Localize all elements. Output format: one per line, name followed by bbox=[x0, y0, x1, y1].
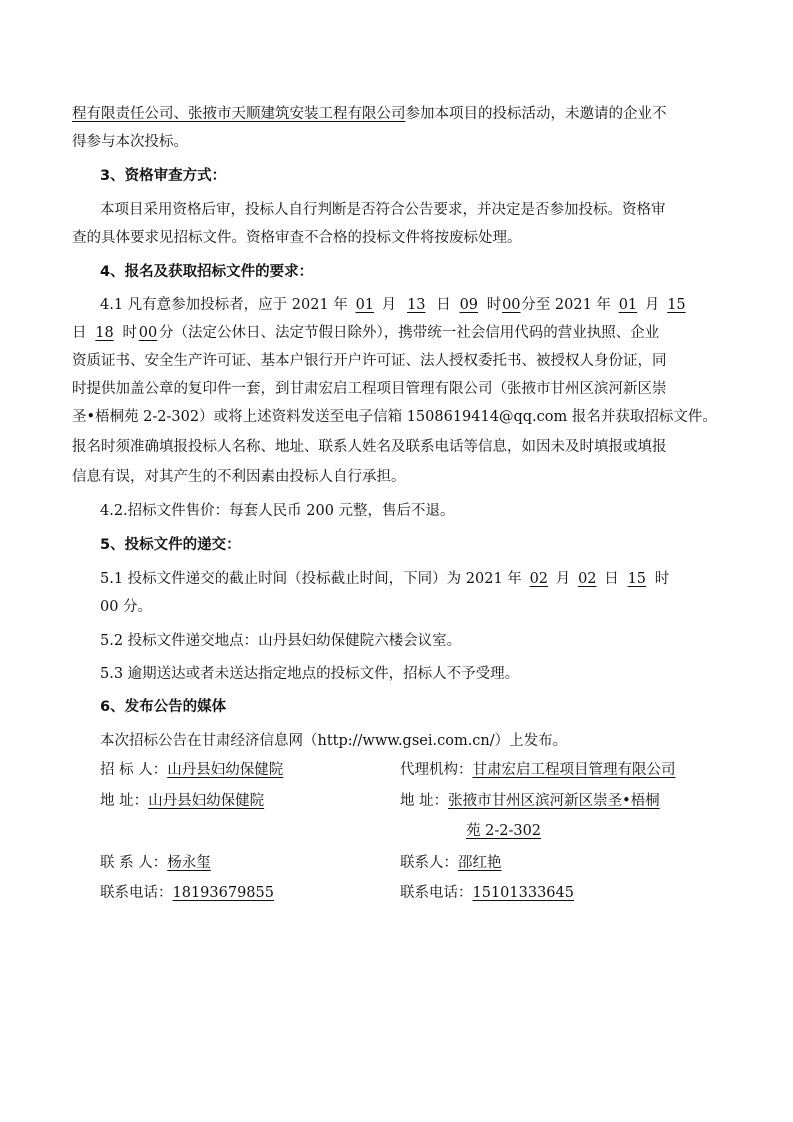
agency-row: 代理机构：甘肃宏启工程项目管理有限公司 bbox=[400, 762, 676, 778]
tenderer-address: 山丹县妇幼保健院 bbox=[148, 793, 265, 809]
deadline-day: 02 bbox=[578, 571, 597, 587]
deadline-hour: 15 bbox=[627, 571, 647, 587]
section-5-line-4: 5.3 逾期送达或者未送达指定地点的投标文件，招标人不予受理。 bbox=[100, 666, 520, 682]
section-3-line-1: 本项目采用资格后审，投标人自行判断是否符合公告要求，并决定是否参加投标。资格审 bbox=[100, 202, 666, 218]
end-minute: 00 bbox=[138, 325, 158, 341]
tenderer-phone: 18193679855 bbox=[172, 885, 274, 901]
start-hour: 09 bbox=[459, 297, 479, 313]
section-5-line-1: 5.1 投标文件递交的截止时间（投标截止时间，下同）为 2021 年 02 月 02 日 15 时 bbox=[100, 571, 670, 587]
section-3-line-2: 查的具体要求见招标文件。资格审查不合格的投标文件将按废标处理。 bbox=[72, 230, 522, 246]
tenderer-contact-row: 联 系 人：杨永玺 bbox=[100, 855, 211, 871]
start-day: 13 bbox=[407, 297, 426, 313]
agency-address-row-2 bbox=[466, 821, 541, 841]
section-4-line-4: 时提供加盖公章的复印件一套，到甘肃宏启工程项目管理有限公司（张掖市甘州区滨河新区崇 bbox=[72, 381, 667, 397]
tenderer-row: 招 标 人：山丹县妇幼保健院 bbox=[100, 762, 284, 778]
section-4-heading: 4、报名及获取招标文件的要求： bbox=[100, 264, 314, 280]
invited-companies: 程有限责任公司、张掖市天顺建筑安装工程有限公司 bbox=[72, 106, 406, 122]
start-minute: 00 bbox=[502, 297, 521, 313]
section-4-line-6: 报名时须准确填报投标人名称、地址、联系人姓名及联系电话等信息，如因未及时填报或填报 bbox=[72, 439, 667, 455]
agency-address-2: 苑 2-2-302 bbox=[466, 823, 542, 839]
section-5-line-2: 00 分。 bbox=[100, 599, 153, 615]
tenderer-address-row: 地 址：山丹县妇幼保健院 bbox=[100, 793, 265, 809]
section-4-line-7: 信息有误，对其产生的不利因素由投标人自行承担。 bbox=[72, 469, 406, 485]
agency-address-1: 张掖市甘州区滨河新区崇圣•梧桐 bbox=[448, 793, 660, 809]
end-hour: 18 bbox=[95, 325, 114, 341]
tenderer-name: 山丹县妇幼保健院 bbox=[167, 762, 284, 778]
end-day: 15 bbox=[667, 297, 686, 313]
section-6-heading: 6、发布公告的媒体 bbox=[100, 699, 227, 715]
section-6-line-1: 本次招标公告在甘肃经济信息网（http://www.gsei.com.cn/）上发布。 bbox=[100, 733, 568, 749]
section-5-line-3: 5.2 投标文件递交地点：山丹县妇幼保健院六楼会议室。 bbox=[100, 633, 462, 649]
intro-rest: 参加本项目的投标活动，未邀请的企业不 bbox=[405, 106, 667, 122]
start-month: 01 bbox=[355, 297, 375, 313]
agency-contact-person: 邵红艳 bbox=[458, 855, 502, 871]
deadline-month: 02 bbox=[529, 571, 549, 587]
section-4-line-5: 圣•梧桐苑 2-2-302）或将上述资料发送至电子信箱 1508619414@qq.com 报名并获取招标文件。 bbox=[72, 409, 717, 425]
section-4-line-3: 资质证书、安全生产许可证、基本户银行开户许可证、法人授权委托书、被授权人身份证，同 bbox=[72, 353, 667, 369]
section-3-heading: 3、资格审查方式： bbox=[100, 168, 227, 184]
section-4-line-1: 4.1 凡有意参加投标者，应于 2021 年 01 月 13 日 09 时00分至 2021 年 01 月 15 bbox=[100, 295, 750, 315]
agency-contact-row: 联系人：邵红艳 bbox=[400, 855, 502, 871]
tenderer-phone-row: 联系电话：18193679855 bbox=[100, 885, 274, 901]
agency-address-row: 地 址：张掖市甘州区滨河新区崇圣•梧桐 bbox=[400, 793, 660, 809]
end-month: 01 bbox=[618, 297, 638, 313]
agency-phone-row: 联系电话：15101333645 bbox=[400, 885, 574, 901]
section-4-line-2: 日 18 时 00 分（法定公休日、法定节假日除外），携带统一社会信用代码的营业执照、企业 bbox=[72, 325, 660, 341]
section-4-line-8: 4.2.招标文件售价：每套人民币 200 元整，售后不退。 bbox=[100, 503, 455, 519]
agency-phone: 15101333645 bbox=[472, 885, 574, 901]
section-5-heading: 5、投标文件的递交： bbox=[100, 537, 241, 553]
intro-line-1 bbox=[72, 104, 722, 124]
agency-name: 甘肃宏启工程项目管理有限公司 bbox=[472, 762, 676, 778]
intro-line-2: 得参与本次投标。 bbox=[72, 134, 188, 150]
tenderer-contact-person: 杨永玺 bbox=[167, 855, 211, 871]
